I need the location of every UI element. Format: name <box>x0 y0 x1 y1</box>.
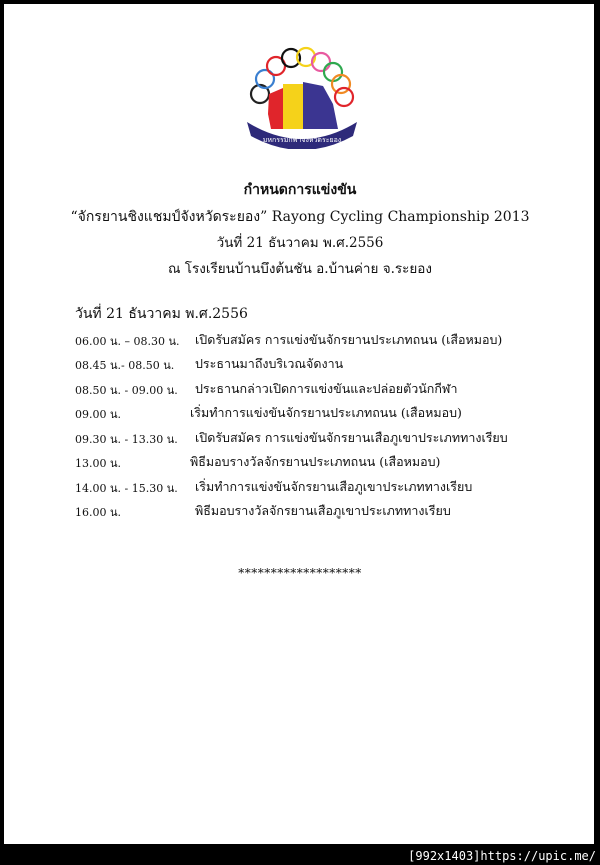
schedule-row <box>75 330 555 350</box>
schedule-activity: ประธานกล่าวเปิดการแข่งขันและปล่อยตัวนักกีฬา <box>195 381 458 396</box>
page-title: กำหนดการแข่งขัน <box>243 182 357 198</box>
schedule-time: 09.30 น. - 13.30 น. <box>75 433 178 446</box>
schedule-time: 14.00 น. - 15.30 น. <box>75 482 178 495</box>
event-date: วันที่ 21 ธันวาคม พ.ศ.2556 <box>216 235 384 251</box>
schedule-day-heading: วันที่ 21 ธันวาคม พ.ศ.2556 <box>75 306 248 322</box>
schedule-row <box>75 403 555 423</box>
schedule-row <box>75 501 555 521</box>
rayong-sports-logo <box>243 44 361 149</box>
schedule-activity: เปิดรับสมัคร การแข่งขันจักรยานเสือภูเขาประเภททางเรียบ <box>195 430 508 445</box>
separator: ******************* <box>238 566 362 580</box>
schedule-row <box>75 428 555 448</box>
image-host-footer: [992x1403]https://upic.me/ <box>408 849 596 863</box>
schedule-time: 08.50 น. - 09.00 น. <box>75 384 178 397</box>
event-location: ณ โรงเรียนบ้านบึงต้นชัน อ.บ้านค่าย จ.ระยอง <box>167 261 433 277</box>
schedule-activity: พิธีมอบรางวัลจักรยานประเภทถนน (เสือหมอบ) <box>190 454 441 469</box>
schedule-row <box>75 452 555 472</box>
schedule-time: 06.00 น. – 08.30 น. <box>75 335 180 348</box>
schedule-activity: ประธานมาถึงบริเวณจัดงาน <box>195 356 344 371</box>
logo-text: มหกรรมกีฬาจังหวัดระยอง <box>262 136 342 144</box>
schedule-time: 08.45 น.- 08.50 น. <box>75 359 175 372</box>
schedule-time: 16.00 น. <box>75 506 122 519</box>
schedule-time: 09.00 น. <box>75 408 122 421</box>
schedule-row <box>75 354 555 374</box>
schedule-activity: พิธีมอบรางวัลจักรยานเสือภูเขาประเภททางเรียบ <box>195 503 451 518</box>
event-subtitle: “จักรยานชิงแชมป์จังหวัดระยอง” Rayong Cycling Championship 2013 <box>70 209 530 225</box>
schedule-activity: เริ่มทำการแข่งขันจักรยานเสือภูเขาประเภททางเรียบ <box>195 479 473 494</box>
schedule-activity: เริ่มทำการแข่งขันจักรยานประเภทถนน (เสือหมอบ) <box>190 405 462 420</box>
schedule-activity: เปิดรับสมัคร การแข่งขันจักรยานประเภทถนน (เสือหมอบ) <box>195 332 503 347</box>
schedule-time: 13.00 น. <box>75 457 122 470</box>
schedule-row <box>75 379 555 399</box>
schedule-row <box>75 477 555 497</box>
